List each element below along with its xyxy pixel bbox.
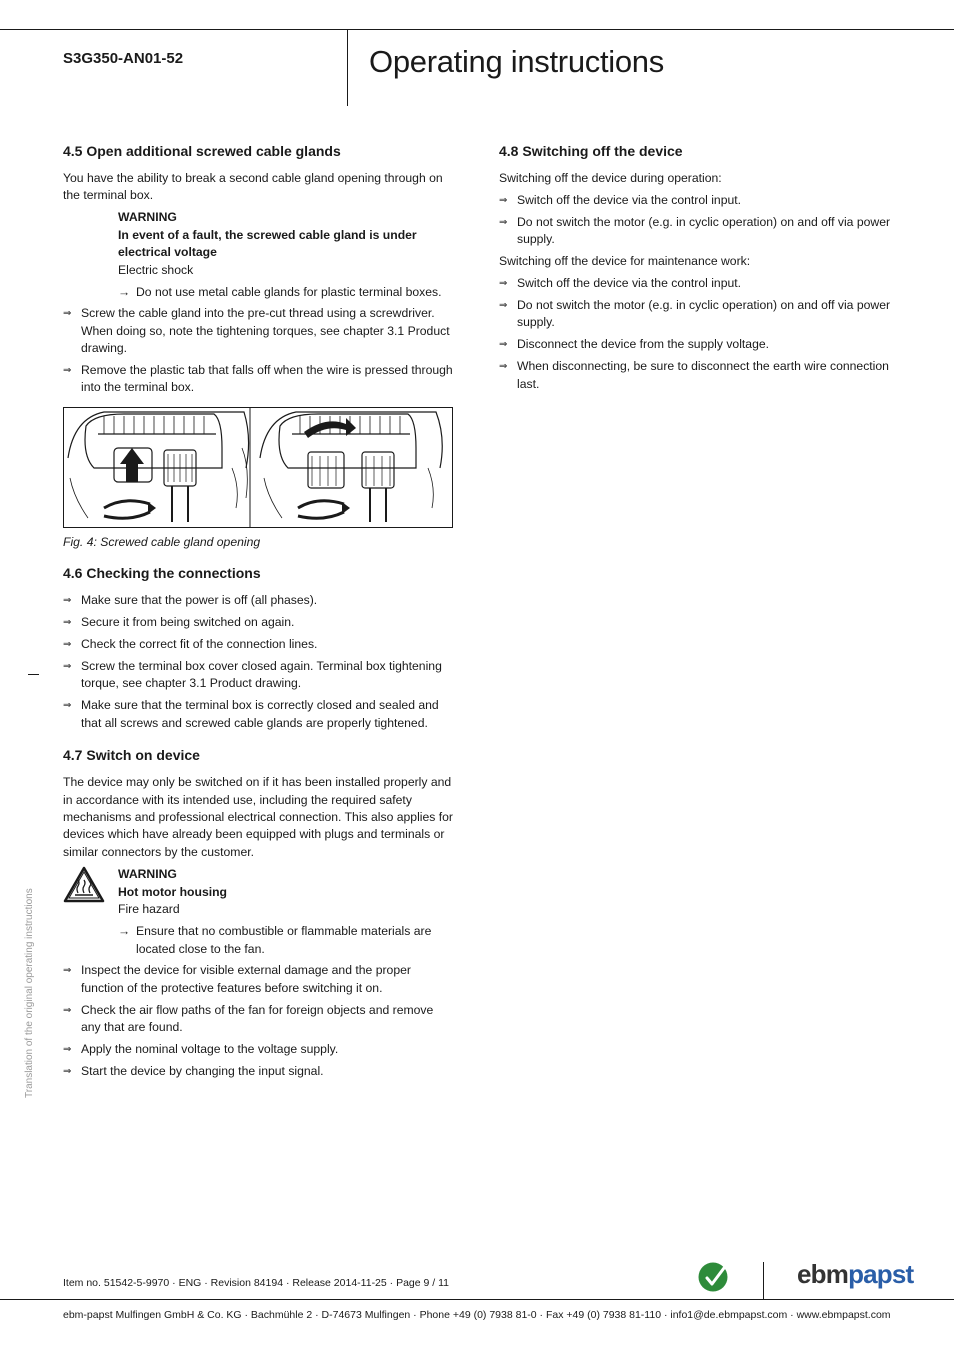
ebmpapst-logo xyxy=(797,1259,913,1290)
list-item: ⇒ Remove the plastic tab that falls off when the wire is pressed through into the terminal box. xyxy=(63,362,453,397)
list-item: ⇒ Start the device by changing the input signal. xyxy=(63,1063,453,1080)
list-item: ⇒ Apply the nominal voltage to the voltage supply. xyxy=(63,1041,453,1058)
model-number: S3G350-AN01-52 xyxy=(63,50,184,67)
section-4-5-intro: You have the ability to break a second cable gland opening through on the terminal box. xyxy=(63,171,443,203)
fold-mark xyxy=(28,674,39,675)
translation-note: Translation of the original operating instructions xyxy=(24,888,35,1098)
section-4-7-heading: 4.7 Switch on device xyxy=(63,747,200,764)
hot-surface-warning-icon xyxy=(63,866,105,904)
list-item: ⇒ Do not switch the motor (e.g. in cyclic operation) on and off via power supply. xyxy=(499,214,891,249)
list-item: ⇒ Screw the terminal box cover closed again. Terminal box tightening torque, see chapter 3.1 Product drawing. xyxy=(63,658,453,693)
section-4-6-heading: 4.6 Checking the connections xyxy=(63,565,261,582)
warning-title: Hot motor housing xyxy=(118,884,227,899)
right-column xyxy=(499,142,891,397)
greentech-badge-icon xyxy=(697,1261,729,1293)
list-item: ⇒ Switch off the device via the control input. xyxy=(499,192,891,209)
item-number-line: Item no. 51542-5-9970 · ENG · Revision 84194 · Release 2014-11-25 · Page 9 / 11 xyxy=(63,1277,450,1289)
cable-gland-illustration xyxy=(64,408,452,527)
list-item: ⇒ Check the air flow paths of the fan for foreign objects and remove any that are found. xyxy=(63,1002,453,1037)
switch-off-during-label: Switching off the device during operation: xyxy=(499,171,722,185)
list-item: ⇒ Make sure that the terminal box is correctly closed and sealed and that all screws and screwed cable glands are properly tightened. xyxy=(63,697,453,732)
footer-rule xyxy=(0,1299,954,1300)
arrow-icon: → xyxy=(118,924,131,939)
list-item: ⇒ When disconnecting, be sure to disconnect the earth wire connection last. xyxy=(499,358,891,393)
warning-hot-housing xyxy=(63,866,453,958)
section-4-5-steps xyxy=(63,305,453,397)
section-4-5-heading: 4.5 Open additional screwed cable glands xyxy=(63,143,341,159)
warning-action xyxy=(118,923,453,958)
list-item: ⇒ Switch off the device via the control input. xyxy=(499,275,891,292)
logo-text-ebm: ebm xyxy=(797,1259,849,1289)
switch-off-maintenance-steps xyxy=(499,275,891,393)
list-item: ⇒ Secure it from being switched on again. xyxy=(63,614,453,631)
arrow-icon: → xyxy=(118,284,131,299)
section-4-8-heading: 4.8 Switching off the device xyxy=(499,143,683,159)
list-item: ⇒ Make sure that the power is off (all phases). xyxy=(63,592,453,609)
warning-label: WARNING xyxy=(118,210,177,225)
section-4-6-steps xyxy=(63,592,453,732)
warning-electrical xyxy=(63,209,453,301)
company-address-line: ebm-papst Mulfingen GmbH & Co. KG · Bachmühle 2 · D-74673 Mulfingen · Phone +49 (0) 7938 81-0 · Fax +49 (0) 7938 81-110 · info1@de.ebmpapst.com · www.ebmpapst.com xyxy=(63,1309,891,1321)
list-item: ⇒ Screw the cable gland into the pre-cut thread using a screwdriver. When doing so, note the tightening torques, see chapter 3.1 Product drawing. xyxy=(63,305,453,357)
figure-caption: Fig. 4: Screwed cable gland opening xyxy=(63,534,261,549)
warning-hazard: Electric shock xyxy=(118,262,194,277)
logo-text-papst: papst xyxy=(848,1259,914,1289)
document-title: Operating instructions xyxy=(369,44,664,79)
warning-action-text: Ensure that no combustible or flammable materials are located close to the fan. xyxy=(136,924,432,956)
warning-label: WARNING xyxy=(118,867,177,882)
list-item: ⇒ Check the correct fit of the connection lines. xyxy=(63,636,453,653)
switch-off-maintenance-label: Switching off the device for maintenance work: xyxy=(499,254,751,269)
section-4-7-steps xyxy=(63,962,453,1080)
header-divider xyxy=(347,29,348,106)
warning-action-text: Do not use metal cable glands for plastic terminal boxes. xyxy=(136,284,442,299)
warning-action xyxy=(118,284,453,301)
warning-hazard: Fire hazard xyxy=(118,901,180,916)
cable-gland-figure xyxy=(63,407,453,528)
switch-off-during-steps xyxy=(499,192,891,249)
list-item: ⇒ Inspect the device for visible external damage and the proper function of the protective features before switching it on. xyxy=(63,962,453,997)
section-4-7-intro: The device may only be switched on if it has been installed properly and in accordance with its intended use, including the required safety mechanisms and professional electrical connection. This also applies for devices which have already been equipped with plugs and terminals or similar connectors by the customer. xyxy=(63,775,453,859)
header-top-rule xyxy=(0,29,954,30)
list-item: ⇒ Disconnect the device from the supply voltage. xyxy=(499,336,891,353)
warning-title: In event of a fault, the screwed cable gland is under electrical voltage xyxy=(118,227,417,260)
list-item: ⇒ Do not switch the motor (e.g. in cyclic operation) on and off via power supply. xyxy=(499,297,891,332)
left-column xyxy=(63,142,453,1085)
footer-logo-divider xyxy=(763,1262,764,1300)
